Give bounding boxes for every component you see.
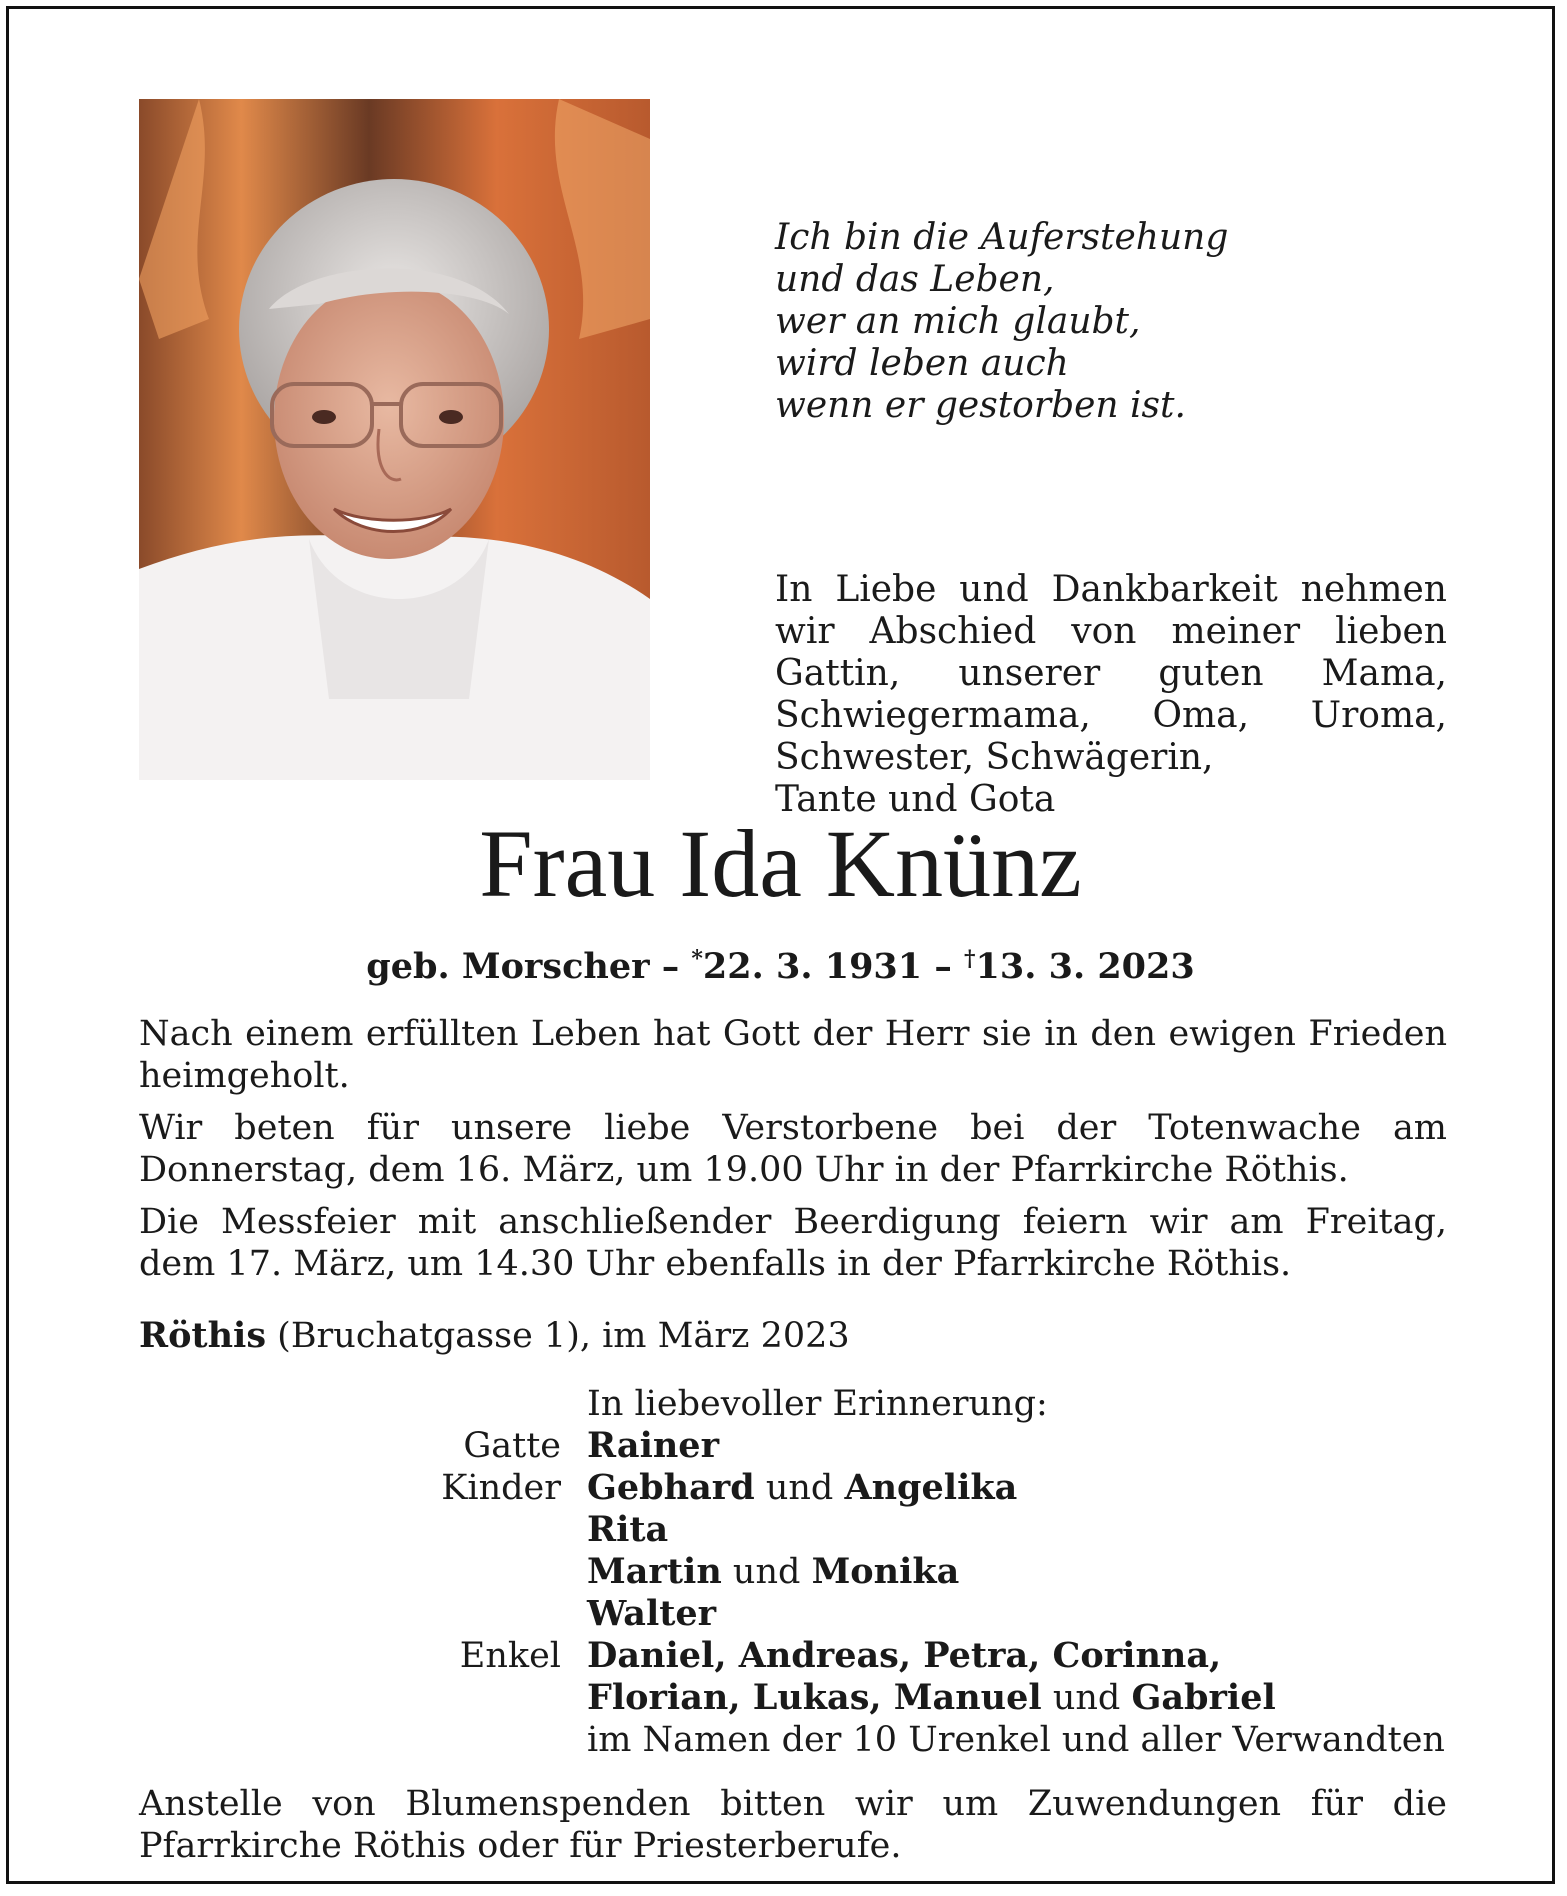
family-row [139, 1551, 1459, 1593]
family-name: Walter [587, 1593, 717, 1634]
family-row [139, 1635, 1459, 1677]
birth-date: 22. 3. 1931 [702, 946, 923, 987]
place-date [139, 1315, 850, 1357]
portrait-photo [139, 99, 650, 780]
body-paragraph: Wir beten für unsere liebe Verstorbene bei der Totenwache am Donnerstag, dem 16. März, um 19.00 Uhr in der Pfarrkirche Röthis. [139, 1108, 1447, 1190]
quote-line: wird leben auch [775, 343, 1069, 384]
role-label: Gatte [463, 1426, 561, 1466]
family-row [139, 1425, 1459, 1467]
body-paragraph: Nach einem erfüllten Leben hat Gott der Herr sie in den ewigen Frieden heimgeholt. [139, 1014, 1447, 1096]
separator: – [661, 946, 680, 987]
born-name: geb. Morscher [366, 946, 650, 987]
family-and: und [1052, 1678, 1121, 1718]
family-row [139, 1509, 1459, 1551]
family-row [139, 1677, 1459, 1719]
family-name: Florian, Lukas, Manuel [587, 1677, 1042, 1718]
family-footer-row [139, 1719, 1459, 1761]
separator: – [934, 946, 952, 987]
birth-symbol: * [691, 946, 703, 972]
bible-quote [775, 217, 1228, 427]
family-heading-row [139, 1383, 1459, 1425]
quote-line: wenn er gestorben ist. [775, 385, 1186, 426]
death-symbol: † [964, 946, 976, 972]
announcement-body [139, 1013, 1447, 1295]
intro-text [775, 569, 1447, 821]
place-town: Röthis [139, 1315, 267, 1356]
portrait-image [139, 99, 650, 780]
death-date: 13. 3. 2023 [975, 946, 1195, 987]
family-row [139, 1467, 1459, 1509]
life-dates [9, 937, 1552, 989]
family-name: Rainer [587, 1425, 720, 1466]
deceased-name: Frau Ida Knünz [479, 810, 1082, 917]
role-label: Enkel [459, 1636, 561, 1676]
family-name: Monika [811, 1551, 960, 1592]
family-name: Rita [587, 1509, 669, 1550]
quote-line: Ich bin die Auferstehung [775, 217, 1229, 258]
family-heading: In liebevoller Erinnerung: [587, 1384, 1048, 1424]
intro-last-line: Tante und Gota [775, 779, 1056, 820]
body-paragraph: Die Messfeier mit anschließender Beerdigung feiern wir am Freitag, dem 17. März, um 14.30 Uhr ebenfalls in der Pfarrkirche Röthis. [139, 1202, 1447, 1284]
place-rest: (Bruchatgasse 1), im März 2023 [266, 1316, 850, 1356]
obituary-card [6, 6, 1555, 1884]
family-name: Daniel, Andreas, Petra, Corinna, [587, 1635, 1222, 1676]
closing-note: Anstelle von Blumenspenden bitten wir um Zuwendungen für die Pfarrkirche Röthis oder für Priesterberufe. [139, 1784, 1447, 1866]
family-list [139, 1383, 1459, 1761]
family-name: Gabriel [1131, 1677, 1276, 1718]
family-and: und [765, 1468, 834, 1508]
family-name: Gebhard [587, 1467, 755, 1508]
quote-line: wer an mich glaubt, [775, 301, 1141, 342]
family-footer: im Namen der 10 Urenkel und aller Verwandten [587, 1720, 1445, 1760]
quote-line: und das Leben, [775, 259, 1055, 300]
intro-body: In Liebe und Dankbarkeit nehmen wir Abschied von meiner lieben Gattin, unserer guten Mama, Schwiegermama, Oma, Uroma, Schwester, Schwägerin, [775, 569, 1447, 778]
family-name: Martin [587, 1551, 722, 1592]
role-label: Kinder [441, 1468, 561, 1508]
family-and: und [732, 1552, 801, 1592]
family-name: Angelika [844, 1467, 1018, 1508]
family-row [139, 1593, 1459, 1635]
